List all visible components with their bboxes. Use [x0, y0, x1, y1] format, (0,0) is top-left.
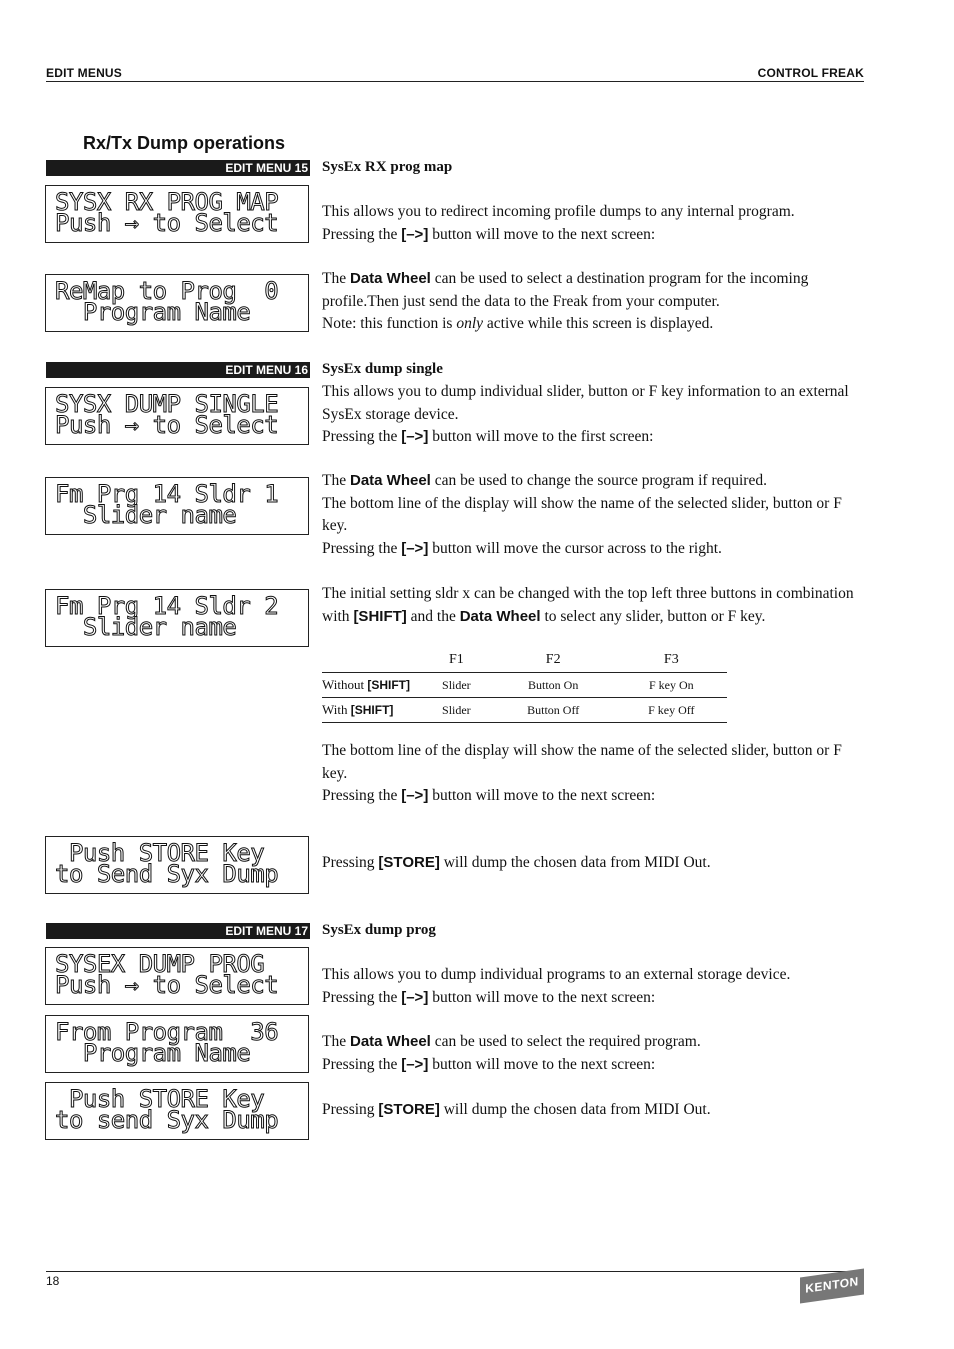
lcd-line: Fm Prg 14 Sldr 1 [55, 480, 279, 508]
paragraph [322, 1031, 867, 1076]
lcd-line: Push → to Select [55, 971, 279, 999]
header-rule [46, 81, 864, 82]
lcd-display [45, 387, 309, 445]
lcd-line: Push → to Select [55, 209, 279, 237]
text-line: The bottom line of the display will show the name of the selected slider, button or F key. [322, 494, 842, 534]
table-cell: Slider [422, 673, 491, 698]
row-label: Without [SHIFT] [322, 673, 422, 698]
text-line: The bottom line of the display will show the name of the selected slider, button or F key. [322, 742, 842, 782]
page-number: 18 [46, 1274, 60, 1288]
text-line: Note: this function is only active while this screen is displayed. [322, 315, 714, 332]
text-line: Pressing the [–>] button will move to the next screen: [322, 988, 656, 1006]
menu-subhead: SysEx dump prog [322, 922, 436, 938]
text-line: This allows you to redirect incoming profile dumps to any internal program. [322, 203, 795, 220]
table-header: F1 [448, 652, 464, 667]
paragraph [322, 268, 867, 336]
lcd-line: Fm Prg 14 Sldr 2 [55, 592, 279, 620]
lcd-line: SYSX RX PROG MAP [55, 188, 279, 216]
text-line: The Data Wheel can be used to select the required program. [322, 1033, 701, 1050]
lcd-line: From Program 36 [55, 1018, 279, 1046]
text-line: This allows you to dump individual slider, button or F key information to an external SysEx storage device. [322, 383, 849, 423]
paragraph [322, 381, 867, 449]
lcd-display [45, 589, 309, 647]
menu-subhead: SysEx dump single [322, 361, 443, 377]
text-line: Pressing the [–>] button will move the cursor across to the right. [322, 539, 722, 557]
paragraph [322, 1099, 867, 1122]
paragraph [322, 964, 867, 1009]
table-cell: Button Off [491, 698, 616, 723]
table-cell: Slider [422, 698, 491, 723]
table-cell: F key On [616, 673, 727, 698]
lcd-line: Push STORE Key [55, 1085, 265, 1113]
text-line: This allows you to dump individual programs to an external storage device. [322, 966, 791, 983]
lcd-display [45, 947, 309, 1005]
lcd-display [45, 185, 309, 243]
paragraph [322, 470, 867, 560]
table-cell: F key Off [616, 698, 727, 723]
running-header-right: CONTROL FREAK [757, 66, 864, 80]
text-line: Pressing the [–>] button will move to the next screen: [322, 1055, 656, 1073]
lcd-display [45, 477, 309, 535]
lcd-line: Slider name [55, 501, 237, 529]
paragraph [322, 583, 867, 628]
section-title: Rx/Tx Dump operations [83, 133, 286, 153]
table-header: F3 [663, 652, 679, 667]
kenton-logo: KENTON [800, 1269, 864, 1304]
lcd-line: SYSX DUMP SINGLE [55, 390, 279, 418]
text-line: Pressing [STORE] will dump the chosen data from MIDI Out. [322, 854, 711, 871]
footer-rule [46, 1271, 864, 1272]
text-line: The initial setting sldr x can be changed with the top left three buttons in combination with [SHIFT] and the Data Wheel to select any slider, button or F key. [322, 585, 854, 625]
table-header: F2 [545, 652, 561, 667]
text-line: Pressing the [–>] button will move to the next screen: [322, 225, 656, 243]
paragraph [322, 740, 867, 808]
lcd-line: Slider name [55, 613, 237, 641]
table-row [322, 673, 727, 698]
lcd-line: Push → to Select [55, 411, 279, 439]
text-line: Pressing the [–>] button will move to the first screen: [322, 428, 654, 445]
table-header [322, 652, 422, 673]
lcd-display [45, 1082, 309, 1140]
menu-subhead: SysEx RX prog map [322, 159, 453, 175]
table-header-row [322, 652, 727, 673]
lcd-line: Program Name [55, 1039, 251, 1067]
lcd-line: to Send Syx Dump [55, 860, 279, 888]
paragraph [322, 201, 867, 246]
table-row [322, 698, 727, 723]
text-line: Pressing [STORE] will dump the chosen data from MIDI Out. [322, 1101, 711, 1118]
paragraph [322, 852, 867, 875]
lcd-line: ReMap to Prog 0 [55, 277, 279, 305]
edit-menu-bar: EDIT MENU 16 [46, 362, 310, 378]
lcd-line: Program Name [55, 298, 251, 326]
row-label: With [SHIFT] [322, 698, 422, 723]
lcd-display [45, 1015, 309, 1073]
edit-menu-bar: EDIT MENU 17 [46, 923, 310, 939]
lcd-line: Push STORE Key [55, 839, 265, 867]
edit-menu-bar: EDIT MENU 15 [46, 160, 310, 176]
text-line: The Data Wheel can be used to select a destination program for the incoming profile.Then just send the data to the Freak from your computer. [322, 270, 809, 310]
lcd-display [45, 836, 309, 894]
running-header-left: EDIT MENUS [46, 66, 123, 80]
text-line: Pressing the [–>] button will move to the next screen: [322, 787, 656, 804]
table-cell: Button On [491, 673, 616, 698]
lcd-display [45, 274, 309, 332]
function-key-table [322, 652, 727, 723]
lcd-line: to send Syx Dump [55, 1106, 279, 1134]
lcd-line: SYSEX DUMP PROG [55, 950, 265, 978]
text-line: The Data Wheel can be used to change the source program if required. [322, 472, 767, 489]
